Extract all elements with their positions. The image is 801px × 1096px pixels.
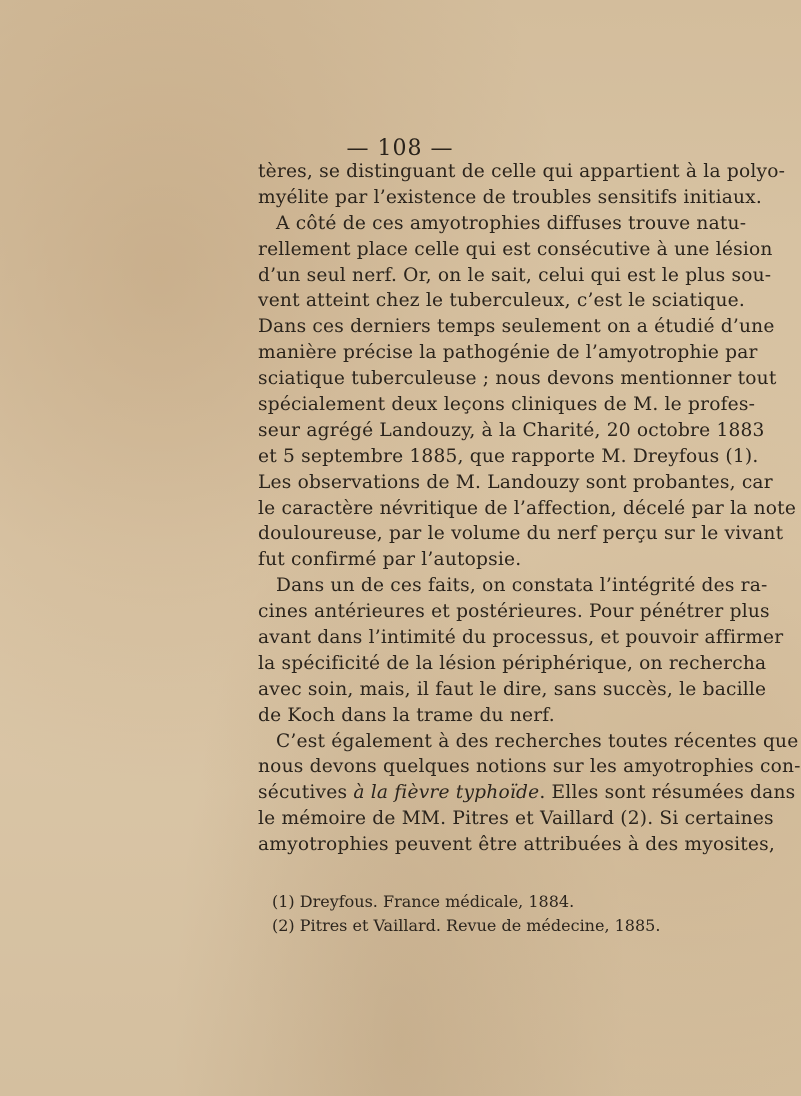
- text-line: rellement place celle qui est consécutive à une lésion: [258, 238, 773, 260]
- text-line: Dans ces derniers temps seulement on a étudié d’une: [258, 316, 775, 338]
- page-number: — 108 —: [346, 136, 454, 161]
- text-line: douloureuse, par le volume du nerf perçu sur le vivant: [258, 523, 784, 545]
- text-line: nous devons quelques notions sur les amyotrophies con-: [258, 756, 801, 778]
- text-line: Dans un de ces faits, on constata l’intégrité des ra-: [276, 575, 768, 597]
- text-line: vent atteint chez le tuberculeux, c’est le sciatique.: [258, 290, 745, 312]
- footnotes: [272, 890, 732, 938]
- text-line: et 5 septembre 1885, que rapporte M. Dreyfous (1).: [258, 445, 759, 467]
- text-line: sciatique tuberculeuse ; nous devons mentionner tout: [258, 368, 777, 390]
- text-line: le mémoire de MM. Pitres et Vaillard (2). Si certaines: [258, 808, 774, 830]
- text-line: cines antérieures et postérieures. Pour pénétrer plus: [258, 601, 770, 623]
- body-text: [258, 159, 801, 858]
- text-line: fut confirmé par l’autopsie.: [258, 549, 522, 571]
- text-line-with-italic: [258, 780, 796, 806]
- text-line: manière précise la pathogénie de l’amyotrophie par: [258, 342, 758, 364]
- text-line: C’est également à des recherches toutes récentes que: [276, 730, 799, 752]
- text-line: le caractère névritique de l’affection, décelé par la note: [258, 497, 797, 519]
- text-segment: . Elles sont résumées dans: [539, 782, 796, 804]
- text-line: myélite par l’existence de troubles sensitifs initiaux.: [258, 186, 762, 208]
- footnote-2: (2) Pitres et Vaillard. Revue de médecine, 1885.: [272, 916, 661, 935]
- text-line: de Koch dans la trame du nerf.: [258, 704, 555, 726]
- text-line: d’un seul nerf. Or, on le sait, celui qui est le plus sou-: [258, 264, 772, 286]
- text-line: spécialement deux leçons cliniques de M. le profes-: [258, 394, 756, 416]
- text-line: tères, se distinguant de celle qui appartient à la polyo-: [258, 161, 786, 182]
- text-line: Les observations de M. Landouzy sont probantes, car: [258, 471, 773, 493]
- text-segment: sécutives: [258, 782, 354, 804]
- text-line: seur agrégé Landouzy, à la Charité, 20 octobre 1883: [258, 419, 765, 441]
- text-line: A côté de ces amyotrophies diffuses trouve natu-: [276, 212, 747, 234]
- text-line: avant dans l’intimité du processus, et pouvoir affirmer: [258, 627, 784, 649]
- text-line: la spécificité de la lésion périphérique, on rechercha: [258, 652, 767, 674]
- text-line: amyotrophies peuvent être attribuées à des myosites,: [258, 834, 775, 856]
- italic-phrase: à la fièvre typhoïde: [353, 782, 540, 804]
- text-line: avec soin, mais, il faut le dire, sans succès, le bacille: [258, 678, 767, 700]
- footnote-1: (1) Dreyfous. France médicale, 1884.: [272, 892, 575, 911]
